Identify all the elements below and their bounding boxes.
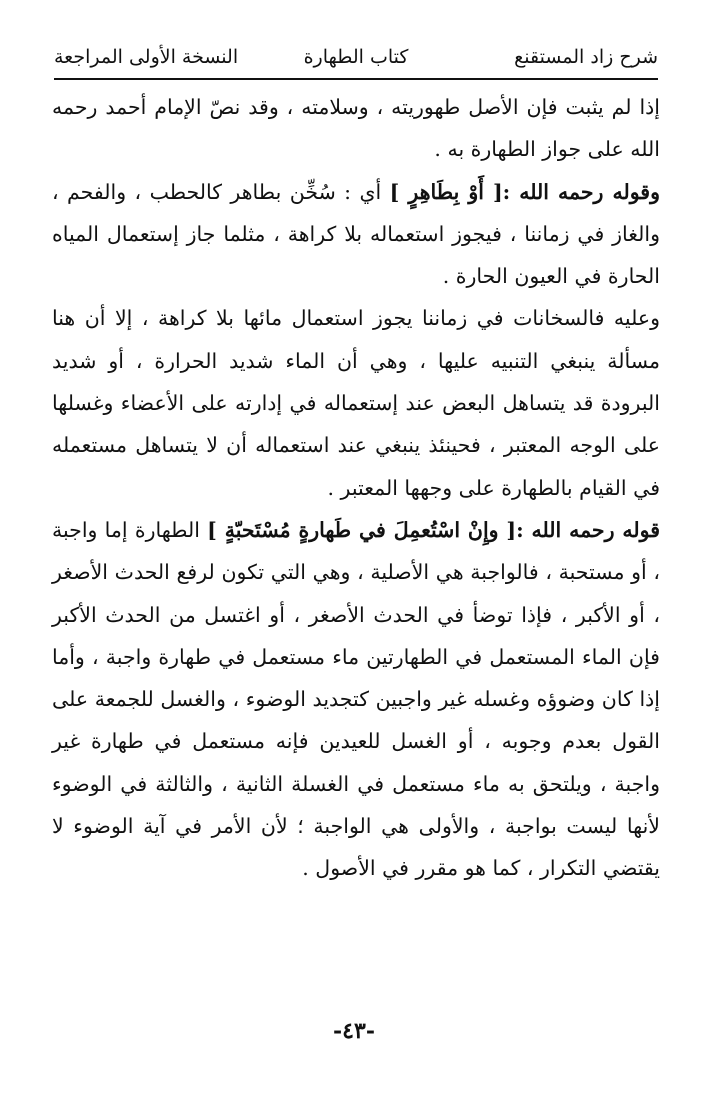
page-number: -٤٣- bbox=[333, 1018, 375, 1044]
paragraph-4-text: الطهارة إما واجبة ، أو مستحبة ، فالواجبة هي الأصلية ، وهي التي تكون لرفع الحدث الأصغر ، أو الأكبر ، فإذا توضأ في الحدث الأصغر ، أو اغتسل من الحدث الأكبر فإن الماء المستعمل في الطهارتين ماء مستعمل في طهارة واجبة ، وأما إذا كان وضوؤه وغسله غير واجبين كتجديد الوضوء ، والغسل للجمعة على القول بعدم وجوبه ، أو الغسل للعيدين فإنه مستعمل في طهارة غير واجبة ، ويلتحق به ماء مستعمل في الغسلة الثانية ، والثالثة في الوضوء لأنها ليست بواجبة ، والأولى هي الواجبة ؛ لأن الأمر في آية الوضوء لا يقتضي التكرار ، كما هو مقرر في الأصول . bbox=[52, 517, 660, 881]
paragraph-3: وعليه فالسخانات في زماننا يجوز استعمال مائها بلا كراهة ، إلا أن هنا مسألة ينبغي التنبيه عليها ، وهي أن الماء شديد الحرارة ، أو شديد البرودة قد يتساهل البعض عند إستعماله في إدارته على الأعضاء وغسلها على الوجه المعتبر ، فحينئذ ينبغي عند استعماله أن لا يتساهل مستعمله في القيام بالطهارة على وجهها المعتبر . bbox=[52, 306, 660, 500]
chapter-title: كتاب الطهارة bbox=[303, 46, 409, 68]
quoted-text-lead-2: قوله رحمه الله :[ وإِنْ اسْتُعمِلَ في طَهارةٍ مُسْتَحبّةٍ ] bbox=[207, 517, 660, 542]
page-body bbox=[52, 86, 660, 890]
paragraph-2 bbox=[52, 171, 660, 298]
edition-label: النسخة الأولى المراجعة bbox=[54, 46, 239, 68]
quoted-text-lead: وقوله رحمه الله :[ أَوْ بِطَاهِرٍ ] bbox=[389, 179, 660, 204]
running-header bbox=[54, 42, 658, 78]
paragraph-2-text: أي : سُخِّن بطاهر كالحطب ، والفحم ، والغاز في زماننا ، فيجوز استعماله بلا كراهة ، مثلما جاز إستعمال المياه الحارة في العيون الحارة . bbox=[52, 179, 660, 289]
paragraph-4 bbox=[52, 509, 660, 890]
book-title: شرح زاد المستقنع bbox=[514, 46, 658, 68]
paragraph-1: إذا لم يثبت فإن الأصل طهوريته ، وسلامته ، وقد نصّ الإمام أحمد رحمه الله على جواز الطهارة به . bbox=[52, 95, 660, 162]
header-divider bbox=[54, 78, 658, 80]
